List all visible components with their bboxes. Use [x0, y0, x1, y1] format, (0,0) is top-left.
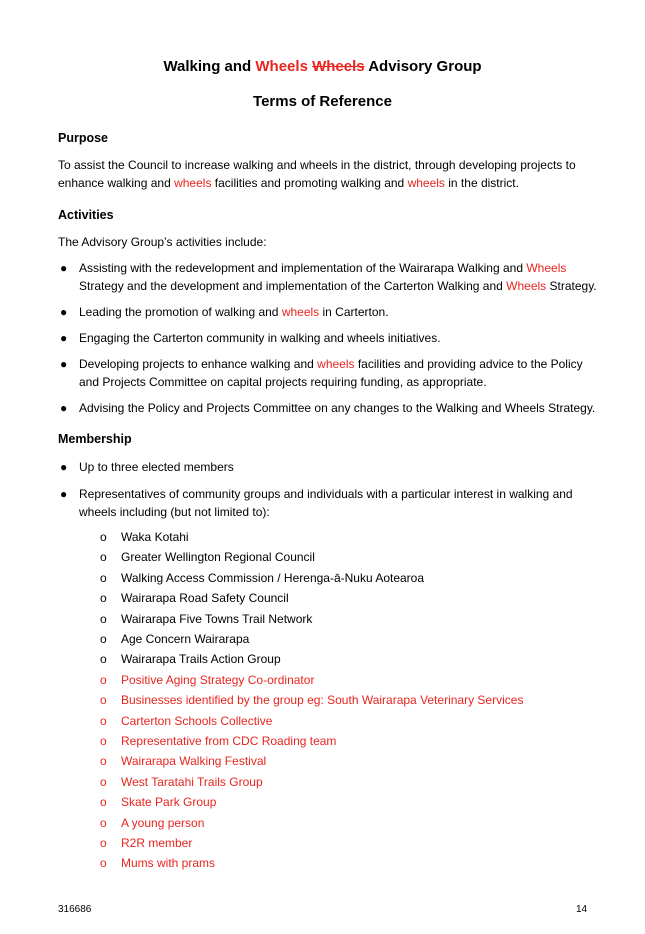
activity-text: facilities and providing advice to the Policy: [354, 357, 583, 371]
bullet-icon: ●: [60, 261, 68, 275]
document-subtitle: Terms of Reference: [253, 93, 392, 110]
purpose-text: in the district.: [444, 176, 519, 190]
purpose-text: facilities and promoting walking and: [211, 176, 408, 190]
circle-bullet-icon: o: [100, 672, 107, 687]
activity-text: and Projects Committee on capital projects requiring funding, as appropriate.: [79, 375, 487, 389]
membership-subitem-text: Positive Aging Strategy Co-ordinator: [121, 672, 315, 687]
activity-text: Assisting with the redevelopment and implementation of the Wairarapa Walking and: [79, 261, 527, 275]
membership-subitem-text: West Taratahi Trails Group: [121, 774, 263, 789]
activity-red-text: wheels: [317, 357, 355, 371]
footer-doc-number: 316686: [58, 904, 92, 915]
circle-bullet-icon: o: [100, 693, 107, 708]
activity-text: in Carterton.: [319, 305, 389, 319]
bullet-icon: ●: [60, 357, 68, 371]
circle-bullet-icon: o: [100, 530, 107, 544]
membership-subitem-text: A young person: [121, 815, 205, 830]
membership-subitem-text: Walking Access Commission / Herenga-ā-Nuku Aotearoa: [121, 570, 425, 585]
purpose-line-2: [58, 174, 598, 192]
membership-text: Representatives of community groups and individuals with a particular interest in walking and: [79, 487, 573, 501]
circle-bullet-icon: o: [100, 856, 107, 871]
circle-bullet-icon: o: [100, 774, 107, 789]
circle-bullet-icon: o: [100, 570, 107, 585]
membership-text: wheels including (but not limited to):: [79, 505, 270, 519]
circle-bullet-icon: o: [100, 795, 107, 810]
membership-subitem-text: Wairarapa Road Safety Council: [121, 591, 289, 606]
circle-bullet-icon: o: [100, 550, 107, 565]
membership-subitem-text: Mums with prams: [121, 856, 216, 871]
bullet-icon: ●: [60, 401, 68, 415]
bullet-icon: ●: [60, 305, 68, 319]
activity-text: Strategy.: [546, 279, 597, 293]
circle-bullet-icon: o: [100, 632, 107, 646]
membership-subitem-text: R2R member: [121, 836, 193, 850]
membership-subitem-text: Greater Wellington Regional Council: [121, 550, 315, 565]
membership-subitem-text: Age Concern Wairarapa: [121, 632, 250, 646]
activity-red-text: Wheels: [506, 279, 547, 293]
purpose-heading: Purpose: [58, 131, 109, 145]
circle-bullet-icon: o: [100, 836, 107, 850]
membership-subitem-text: Businesses identified by the group eg: South Wairarapa Veterinary Services: [121, 693, 524, 708]
activity-text: Strategy and the development and implementation of the Carterton Walking and: [79, 279, 507, 293]
footer-page-number: 14: [576, 904, 588, 915]
bullet-icon: ●: [60, 331, 68, 345]
membership-subitem-text: Wairarapa Walking Festival: [121, 754, 267, 769]
title-part2: Advisory Group: [364, 58, 482, 75]
title-inserted-wheels: Wheels: [255, 58, 308, 75]
document-title: [0, 58, 645, 75]
purpose-line-1: To assist the Council to increase walking and wheels in the district, through developing projects to: [58, 158, 576, 172]
title-part1: Walking and: [163, 58, 256, 75]
activity-text: Engaging the Carterton community in walking and wheels initiatives.: [79, 331, 441, 345]
activities-heading: Activities: [58, 208, 114, 222]
activity-red-text: wheels: [281, 305, 320, 319]
membership-heading: Membership: [58, 432, 132, 446]
circle-bullet-icon: o: [100, 652, 107, 667]
circle-bullet-icon: o: [100, 591, 107, 606]
circle-bullet-icon: o: [100, 713, 107, 728]
bullet-icon: ●: [60, 460, 68, 474]
purpose-red-text: wheels: [407, 176, 445, 190]
membership-subitem-text: Representative from CDC Roading team: [121, 734, 337, 748]
membership-subitem-text: Wairarapa Trails Action Group: [121, 652, 281, 667]
membership-subitem-text: Wairarapa Five Towns Trail Network: [121, 611, 313, 626]
membership-text: Up to three elected members: [79, 460, 234, 474]
purpose-paragraph: [58, 156, 598, 192]
circle-bullet-icon: o: [100, 734, 107, 748]
membership-subitem-text: Skate Park Group: [121, 795, 217, 810]
membership-subitem-text: Carterton Schools Collective: [121, 713, 273, 728]
activity-text: Advising the Policy and Projects Committee on any changes to the Walking and Wheels Strategy.: [79, 401, 596, 415]
purpose-red-text: wheels: [174, 176, 212, 190]
bullet-icon: ●: [60, 487, 68, 501]
activity-red-text: Wheels: [526, 261, 567, 275]
membership-subitem-text: Waka Kotahi: [121, 530, 189, 544]
activities-intro: The Advisory Group’s activities include:: [58, 235, 267, 249]
circle-bullet-icon: o: [100, 815, 107, 830]
activity-text: Developing projects to enhance walking and: [79, 357, 318, 371]
circle-bullet-icon: o: [100, 611, 107, 626]
title-deleted-wheels: Wheels: [312, 58, 365, 75]
circle-bullet-icon: o: [100, 754, 107, 769]
purpose-text: enhance walking and: [58, 176, 175, 190]
activity-text: Leading the promotion of walking and: [79, 305, 282, 319]
